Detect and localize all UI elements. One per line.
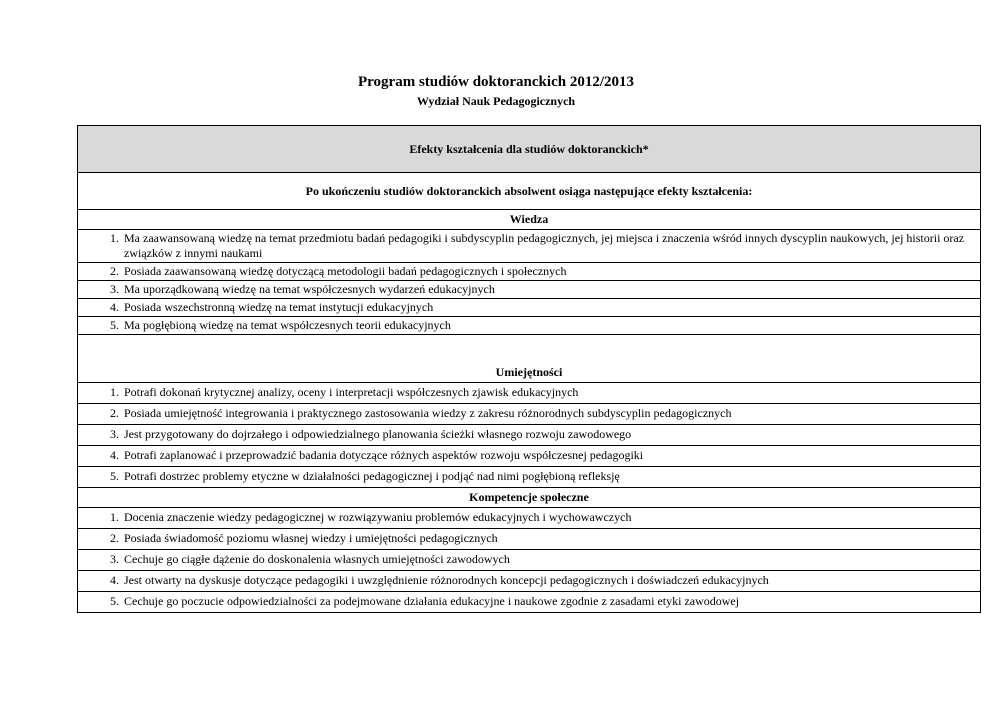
section-title-umiejetnosci: Umiejętności — [78, 335, 980, 383]
list-item — [78, 592, 980, 612]
item-text: Docenia znaczenie wiedzy pedagogicznej w rozwiązywaniu problemów edukacyjnych i wychowawczych — [124, 510, 632, 524]
item-number: 5. — [110, 469, 119, 483]
table-intro: Po ukończeniu studiów doktoranckich absolwent osiąga następujące efekty kształcenia: — [78, 173, 980, 210]
item-text: Jest otwarty na dyskusje dotyczące pedagogiki i uwzględnienie różnorodnych koncepcji pedagogicznych i doświadczeń edukacyjnych — [124, 573, 769, 587]
item-number: 4. — [110, 448, 119, 462]
list-item — [78, 446, 980, 467]
document-subtitle: Wydział Nauk Pedagogicznych — [416, 94, 576, 108]
item-number: 2. — [110, 264, 119, 278]
item-text: Potrafi dostrzec problemy etyczne w działalności pedagogicznej i podjąć nad nimi pogłębioną refleksję — [124, 469, 620, 483]
item-number: 3. — [110, 427, 119, 441]
item-text: Potrafi dokonań krytycznej analizy, oceny i interpretacji współczesnych zjawisk edukacyjnych — [124, 385, 579, 399]
item-number: 1. — [110, 231, 119, 245]
section-title-kompetencje: Kompetencje społeczne — [78, 488, 980, 508]
document-title: Program studiów doktoranckich 2012/2013 — [358, 74, 634, 90]
item-number: 4. — [110, 300, 119, 314]
list-item — [78, 425, 980, 446]
item-text: Posiada wszechstronną wiedzę na temat instytucji edukacyjnych — [124, 300, 434, 314]
item-number: 4. — [110, 573, 119, 587]
item-number: 2. — [110, 406, 119, 420]
item-number: 5. — [110, 318, 119, 332]
learning-outcomes-table — [77, 125, 981, 613]
item-text: Jest przygotowany do dojrzałego i odpowiedzialnego planowania ścieżki własnego rozwoju zawodowego — [124, 427, 632, 441]
item-text: Ma pogłębioną wiedzę na temat współczesnych teorii edukacyjnych — [124, 318, 451, 332]
list-item — [78, 299, 980, 317]
item-text: Posiada umiejętność integrowania i praktycznego zastosowania wiedzy z zakresu różnorodnych subdyscyplin pedagogicznych — [124, 406, 732, 420]
item-text: Posiada świadomość poziomu własnej wiedzy i umiejętności pedagogicznych — [124, 531, 498, 545]
list-item — [78, 467, 980, 488]
list-item — [78, 404, 980, 425]
list-item — [78, 281, 980, 299]
list-item — [78, 508, 980, 529]
list-item — [78, 230, 980, 263]
item-number: 3. — [110, 282, 119, 296]
table-heading: Efekty kształcenia dla studiów doktoranckich* — [78, 126, 980, 173]
list-item — [78, 529, 980, 550]
list-item — [78, 383, 980, 404]
item-text: Posiada zaawansowaną wiedzę dotyczącą metodologii badań pedagogicznych i społecznych — [124, 264, 567, 278]
list-item — [78, 263, 980, 281]
item-number: 3. — [110, 552, 119, 566]
item-number: 1. — [110, 510, 119, 524]
item-number: 2. — [110, 531, 119, 545]
item-text: Potrafi zaplanować i przeprowadzić badania dotyczące różnych aspektów rozwoju współczesnej pedagogiki — [124, 448, 644, 462]
item-text: Ma zaawansowaną wiedzę na temat przedmiotu badań pedagogiki i subdyscyplin pedagogicznych, jej miejsca i znaczenia wśród innych dyscyplin naukowych, jej historii oraz związków z innymi naukami — [124, 231, 965, 260]
item-text: Ma uporządkowaną wiedzę na temat współczesnych wydarzeń edukacyjnych — [124, 282, 495, 296]
list-item — [78, 550, 980, 571]
item-number: 1. — [110, 385, 119, 399]
section-title-wiedza: Wiedza — [78, 210, 980, 230]
item-number: 5. — [110, 594, 119, 608]
list-item — [78, 317, 980, 335]
list-item — [78, 571, 980, 592]
item-text: Cechuje go poczucie odpowiedzialności za podejmowane działania edukacyjne i naukowe zgodnie z zasadami etyki zawodowej — [124, 594, 740, 608]
item-text: Cechuje go ciągłe dążenie do doskonalenia własnych umiejętności zawodowych — [124, 552, 510, 566]
